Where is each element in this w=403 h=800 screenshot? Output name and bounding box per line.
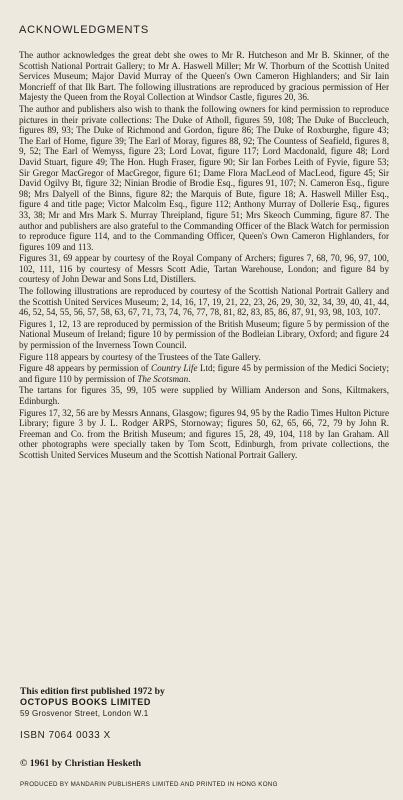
acknowledgments-body: [19, 50, 389, 462]
publisher-address: 59 Grosvenor Street, London W.1: [20, 709, 149, 718]
isbn: ISBN 7064 0033 X: [20, 730, 111, 741]
paragraph-photographs: Figures 17, 32, 56 are by Messrs Annans, Glasgow; figures 94, 95 by the Radio Times Hulton Picture Library; figure 3 by J. L. Rodger ARPS, Stornoway; figures 50, 62, 65, 66, 72, 79 by John R. Freeman and Co. from the British Museum; and figures 15, 28, 49, 104, 118 by Ian Graham. All other photographs were specially taken by Tom Scott, Edinburgh, from private collections, the Scottish United Services Museum and the Scottish National Portrait Gallery.: [19, 407, 389, 460]
paragraph-tartans: The tartans for figures 35, 99, 105 were supplied by William Anderson and Sons, Kiltmakers, Edinburgh.: [19, 385, 389, 406]
paragraph-british-museum: Figures 1, 12, 13 are reproduced by permission of the British Museum; figure 5 by permission of the National Museum of Ireland; figure 10 by permission of the Bodleian Library, Oxford; and figure 24 by permission of the Inverness Town Council.: [19, 318, 389, 351]
paragraph-country-life: Figure 48 appears by permission of Country Life Ltd; figure 45 by permission of the Medici Society; and figure 110 by permission of The Scotsman.: [19, 363, 389, 384]
paragraph-portrait-gallery: The following illustrations are reproduced by courtesy of the Scottish National Portrait Gallery and the Scottish United Services Museum; 2, 14, 16, 17, 19, 21, 22, 23, 26, 29, 30, 32, 34, 39, 40, 41, 44, 46, 52, 54, 55, 56, 57, 58, 63, 67, 71, 73, 74, 76, 77, 78, 81, 82, 83, 85, 86, 87, 91, 93, 98, 103, 107.: [19, 286, 389, 318]
paragraph-archers: Figures 31, 69 appear by courtesy of the Royal Company of Archers; figures 7, 68, 70, 96, 97, 100, 102, 111, 116 by courtesy of Messrs Scott Adie, Tartan Warehouse, London; and figure 84 by courtesy of John Dewar and Sons Ltd, Distillers.: [19, 253, 389, 285]
publisher-name: OCTOPUS BOOKS LIMITED: [20, 697, 151, 707]
printer-line: PRODUCED BY MANDARIN PUBLISHERS LIMITED AND PRINTED IN HONG KONG: [20, 781, 278, 788]
page-heading: ACKNOWLEDGMENTS: [19, 24, 149, 36]
paragraph-private-collections: The author and publishers also wish to thank the following owners for kind permission to reproduce pictures in their private collections: The Duke of Atholl, figures 59, 108; The Duke of Buccleuch, figures 89, 93; The Duke of Richmond and Gordon, figure 86; The Duke of Roxburghe, figure 43; The Earl of Home, figure 39; The Earl of Moray, figures 88, 92; The Countess of Seafield, figures 8, 9, 52; The Earl of Wemyss, figure 23; Lord Lovat, figure 117; Lord Macdonald, figure 48; Lord David Stuart, figure 49; The Hon. Hugh Fraser, figure 90; Sir Ian Forbes Leith of Fyvie, figure 53; Sir Gregor MacGregor of MacGregor, figure 61; Dame Flora MacLeod of MacLeod, figure 45; Sir David Ogilvy Bt, figure 32; Ninian Brodie of Brodie Esq., figures 91, 107; N. Cameron Esq., figure 98; Mrs Dalyell of the Binns, figure 82; the Marquis of Bute, figure 18; A. Haswell Miller Esq., figure 4 and title page; Victor Malcolm Esq., figure 112; Anthony Murray of Dollerie Esq., figures 33, 38; Mr and Mrs Mark S. Murray Threipland, figure 51; Mrs Skeoch Cumming, figure 87. The author and publishers are also grateful to the Commanding Officer of the Black Watch for permission to reproduce figure 114, and to the Commanding Officer, Queen's Own Cameron Highlanders, for figures 109 and 113.: [19, 103, 389, 252]
paragraph-tate: Figure 118 appears by courtesy of the Trustees of the Tate Gallery.: [19, 351, 261, 362]
copyright-line: © 1961 by Christian Hesketh: [20, 758, 142, 769]
imprint-block: [20, 686, 380, 719]
paragraph-intro: The author acknowledges the great debt she owes to Mr R. Hutcheson and Mr B. Skinner, of the Scottish National Portrait Gallery; to Mr A. Haswell Miller; Mr W. Thorburn of the Scottish United Services Museum; Major David Murray of the Queen's Own Cameron Highlanders; and Sir Iain Moncrieff of that Ilk Bart. The following illustrations are reproduced by gracious permission of Her Majesty the Queen from the Royal Collection at Windsor Castle, figures 20, 36.: [19, 50, 389, 103]
edition-line: This edition first published 1972 by: [20, 686, 165, 697]
